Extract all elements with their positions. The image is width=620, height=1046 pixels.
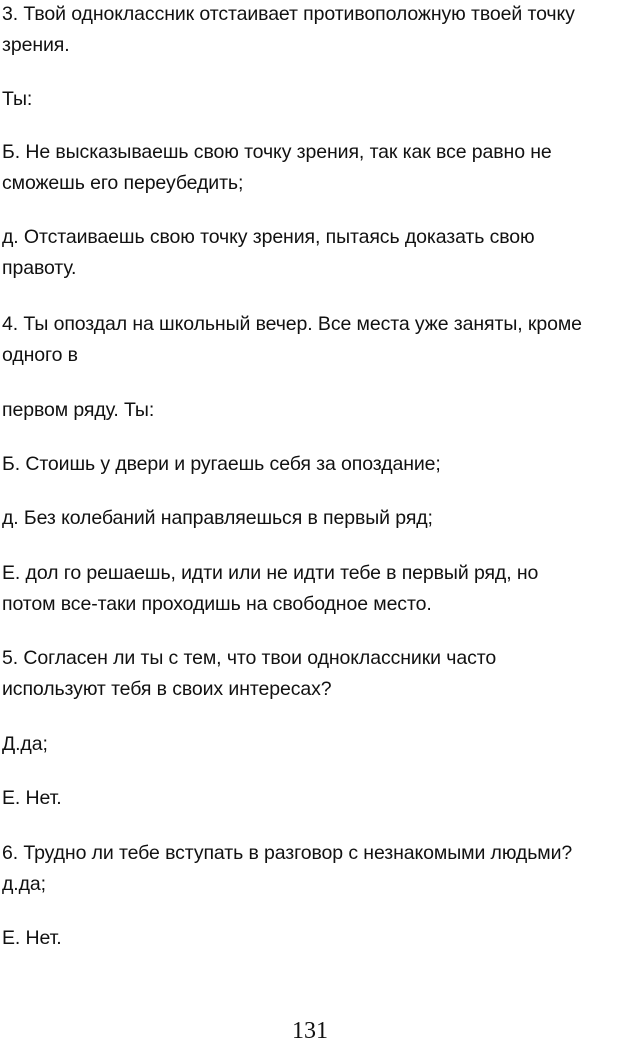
- text-line: Е. дол го решаешь, идти или не идти тебе в первый ряд, но: [2, 562, 539, 584]
- text-line: Е. Нет.: [2, 927, 62, 949]
- text-line: используют тебя в своих интересах?: [2, 678, 332, 700]
- text-line: 6. Трудно ли тебе вступать в разговор с незнакомыми людьми?: [2, 842, 573, 864]
- text-line: зрения.: [2, 34, 70, 56]
- text-line: Б. Стоишь у двери и ругаешь себя за опоздание;: [2, 453, 441, 475]
- text-line: одного в: [2, 344, 78, 366]
- text-line: д. Отстаиваешь свою точку зрения, пытаясь доказать свою: [2, 226, 535, 248]
- text-line: сможешь его переубедить;: [2, 172, 244, 194]
- text-line: 3. Твой одноклассник отстаивает противоположную твоей точку: [2, 3, 575, 25]
- text-line: Д.да;: [2, 733, 48, 755]
- text-line: д. Без колебаний направляешься в первый ряд;: [2, 507, 433, 529]
- text-line: Е. Нет.: [2, 787, 62, 809]
- text-line: д.да;: [2, 873, 46, 895]
- text-line: Ты:: [2, 88, 33, 110]
- text-line: первом ряду. Ты:: [2, 399, 155, 421]
- text-line: 5. Согласен ли ты с тем, что твои одноклассники часто: [2, 647, 497, 669]
- text-line: 4. Ты опоздал на школьный вечер. Все места уже заняты, кроме: [2, 313, 582, 335]
- text-line: Б. Не высказываешь свою точку зрения, так как все равно не: [2, 141, 552, 163]
- text-line: потом все-таки проходишь на свободное место.: [2, 593, 432, 615]
- text-line: правоту.: [2, 257, 77, 279]
- page-number: 131: [292, 1018, 328, 1044]
